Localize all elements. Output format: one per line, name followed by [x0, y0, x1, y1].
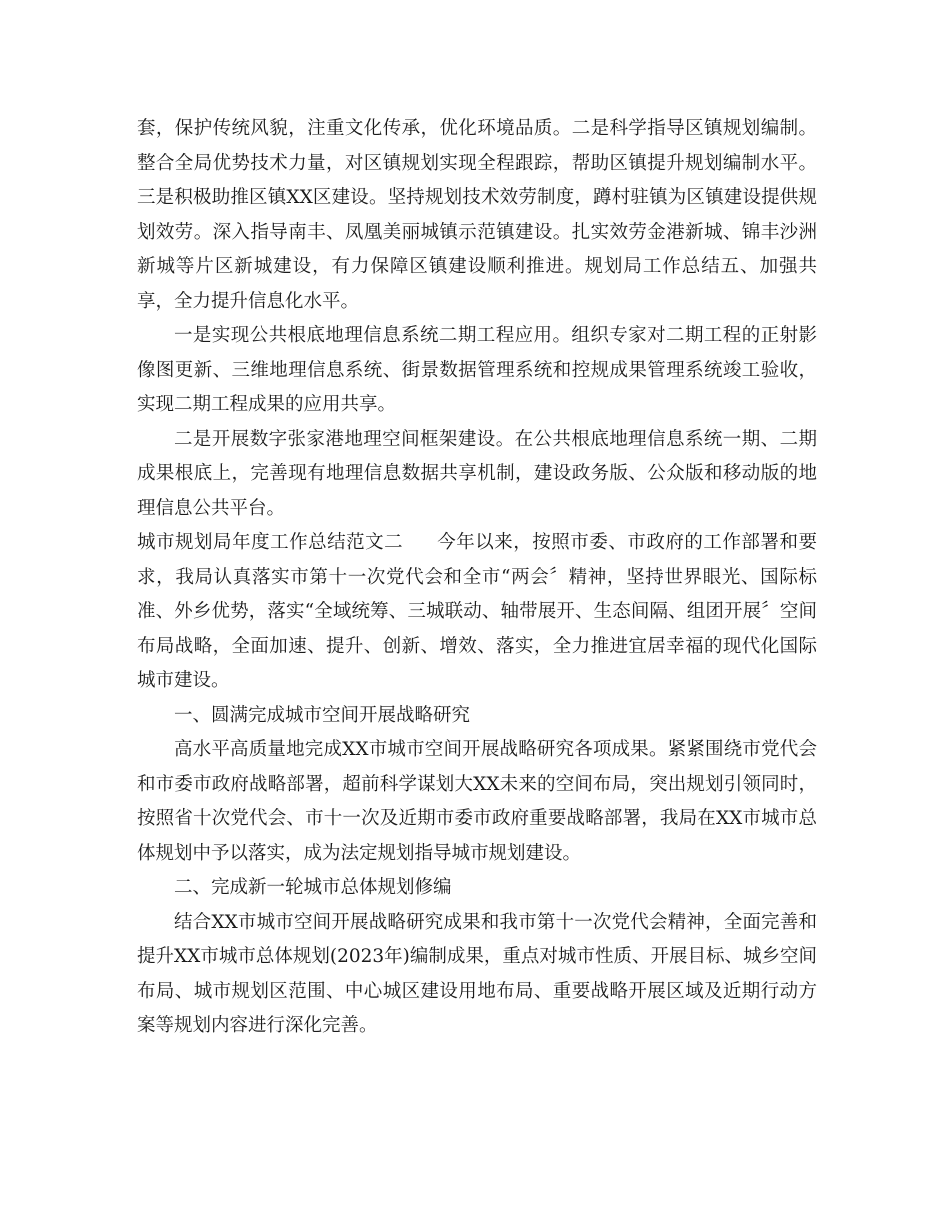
paragraph-continuation: 套，保护传统风貌，注重文化传承，优化环境品质。二是科学指导区镇规划编制。整合全局优势技术力量，对区镇规划实现全程跟踪，帮助区镇提升规划编制水平。三是积极助推区镇XX区建设。坚持规划技术效劳制度，蹲村驻镇为区镇建设提供规划效劳。深入指导南丰、凤凰美丽城镇示范镇建设。扎实效劳金港新城、锦丰沙洲新城等片区新城建设，有力保障区镇建设顺利推进。规划局工作总结五、加强共享，全力提升信息化水平。 — [137, 118, 817, 312]
paragraph-sample-two — [137, 526, 817, 699]
paragraph-master-plan: 结合XX市城市空间开展战略研究成果和我市第十一次党代会精神，全面完善和提升XX市城市总体规划(2023年)编制成果，重点对城市性质、开展目标、城乡空间布局、城市规划区范围、中心城区建设用地布局、重要战略开展区域及近期行动方案等规划内容进行深化完善。 — [137, 911, 817, 1036]
paragraph-gis-phase-two: 一是实现公共根底地理信息系统二期工程应用。组织专家对二期工程的正射影像图更新、三维地理信息系统、街景数据管理系统和控规成果管理系统竣工验收，实现二期工程成果的应用共享。 — [137, 325, 817, 415]
section-heading-two: 二、完成新一轮城市总体规划修编 — [174, 877, 452, 898]
document-body — [137, 112, 817, 1044]
sample-two-title: 城市规划局年度工作总结范文二 — [137, 532, 404, 553]
paragraph-digital-framework: 二是开展数字张家港地理空间框架建设。在公共根底地理信息系统一期、二期成果根底上，完善现有地理信息数据共享机制，建设政务版、公众版和移动版的地理信息公共平台。 — [137, 428, 817, 519]
section-heading-one: 一、圆满完成城市空间开展战略研究 — [174, 704, 471, 726]
sample-two-intro: 今年以来，按照市委、市政府的工作部署和要求，我局认真落实市第十一次党代会和全市“两会〞精神，坚持世界眼光、国际标准、外乡优势，落实“全域统筹、三城联动、轴带展开、生态间隔、组团开展〞空间布局战略，全面加速、提升、创新、增效、落实，全力推进宜居幸福的现代化国际城市建设。 — [137, 532, 817, 691]
paragraph-strategy-research: 高水平高质量地完成XX市城市空间开展战略研究各项成果。紧紧围绕市党代会和市委市政府战略部署，超前科学谋划大XX未来的空间布局，突出规划引领同时，按照省十次党代会、市十一次及近期市委市政府重要战略部署，我局在XX市城市总体规划中予以落实，成为法定规划指导城市规划建设。 — [137, 739, 817, 864]
